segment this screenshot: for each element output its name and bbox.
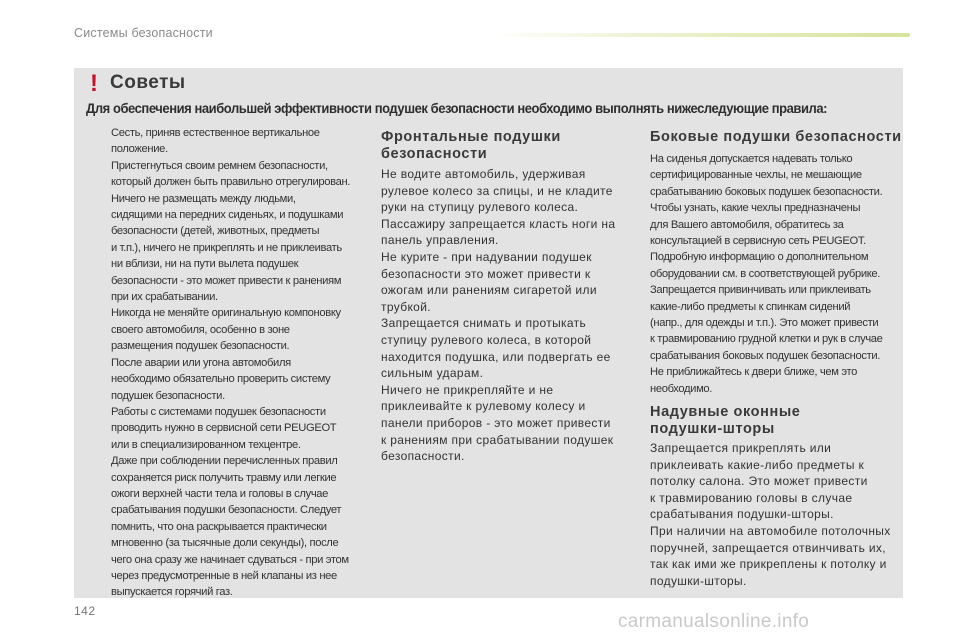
text-line: трубкой. <box>381 299 431 314</box>
text-line: размещения подушек безопасности. <box>111 340 290 353</box>
text-line: помнить, что она раскрывается практически <box>111 520 327 533</box>
text-line: к ранениям при срабатывании подушек <box>381 432 614 447</box>
text-line: потолку салона. Это может привести <box>650 474 868 489</box>
panel-title: Советы <box>110 72 186 93</box>
side-airbags-heading: Боковые подушки безопасности <box>650 129 902 145</box>
text-line: подушки-шторы. <box>650 573 747 588</box>
text-line: приклеивайте к рулевому колесу и <box>381 399 586 414</box>
text-line: консультацией в сервисную сеть PEUGEOT. <box>650 235 866 248</box>
heading-line: Надувные оконные <box>650 404 801 420</box>
text-line: безопасности (детей, животных, предметы <box>111 225 320 238</box>
curtain-airbags-heading <box>650 404 900 437</box>
text-line: проводить нужно в сервисной сети PEUGEOT <box>111 422 337 435</box>
text-line: подушек безопасности. <box>111 389 225 402</box>
text-line: Пристегнуться своим ремнем безопасности, <box>111 159 328 172</box>
panel-subtitle: Для обеспечения наибольшей эффективности подушек безопасности необходимо выполнять нижеследующие правила: <box>86 101 828 116</box>
header-rule <box>490 33 910 37</box>
watermark-logo: carmanualsonline.info <box>618 611 810 632</box>
text-line: После аварии или угона автомобиля <box>111 356 291 369</box>
text-line: Не водите автомобиль, удерживая <box>381 167 586 181</box>
text-line: так как ими же прикреплены к потолку и <box>650 557 887 572</box>
text-line: находится подушка, или подвергать ее <box>381 349 611 364</box>
text-line: руки на ступицу рулевого колеса. <box>381 200 579 215</box>
text-line: Пассажиру запрещается класть ноги на <box>381 216 616 231</box>
text-line: к травмированию головы в случае <box>650 490 853 505</box>
text-line: безопасности - это может привести к ранениям <box>111 274 342 287</box>
text-line: Не приближайтесь к двери ближе, чем это <box>650 366 857 379</box>
text-line: сидящими на передних сиденьях, и подушками <box>111 209 344 222</box>
text-line: рулевое колесо за спицы, и не кладите <box>381 183 613 198</box>
text-line: Ничего не прикрепляйте и не <box>381 382 554 397</box>
text-line: через предусмотренные в ней клапаны из нее <box>111 569 337 582</box>
text-line: сохраняется риск получить травму или легкие <box>111 471 337 484</box>
text-line: срабатывания подушки-шторы. <box>650 507 834 522</box>
text-line: приклеивать какие-либо предметы к <box>650 457 865 472</box>
text-line: Работы с системами подушек безопасности <box>111 405 326 418</box>
text-line: срабатывания боковых подушек безопасности. <box>650 349 881 362</box>
frontal-airbags-heading <box>381 129 631 162</box>
text-line: Даже при соблюдении перечисленных правил <box>111 455 338 468</box>
section-header: Системы безопасности <box>74 26 213 40</box>
text-line: На сиденья допускается надевать только <box>650 153 853 165</box>
curtain-airbags-text <box>650 440 900 589</box>
heading-line: подушки-шторы <box>650 420 775 437</box>
text-line: срабатывания подушки безопасности. Следует <box>111 504 342 517</box>
text-line: При наличии на автомобиле потолочных <box>650 523 891 538</box>
text-line: безопасности. <box>381 449 465 464</box>
text-line: ни вблизи, ни на пути вылета подушек <box>111 258 299 271</box>
text-line: поручней, запрещается отвинчивать их, <box>650 540 886 555</box>
text-line: своего автомобиля, особенно в зоне <box>111 323 290 336</box>
text-line: ступицу рулевого колеса, в которой <box>381 332 592 347</box>
text-line: мгновенно (за тысячные доли секунды), после <box>111 537 339 550</box>
frontal-airbags-text <box>381 166 631 465</box>
text-line: Ничего не размещать между людьми, <box>111 192 296 205</box>
text-line: который должен быть правильно отрегулирован. <box>111 176 351 189</box>
text-line: сильным ударам. <box>381 366 484 381</box>
text-line: безопасности это может привести к <box>381 266 591 281</box>
text-line: и т.п.), ничего не прикреплять и не приклеивать <box>111 241 342 254</box>
general-rules-text <box>111 125 361 601</box>
text-line: оборудовании см. в соответствующей рубрике. <box>650 267 881 280</box>
text-line: положение. <box>111 143 168 156</box>
text-line: Запрещается снимать и протыкать <box>381 316 587 331</box>
text-line: ожоги верхней части тела и головы в случае <box>111 487 329 500</box>
text-line: выпускается горячий газ. <box>111 586 233 599</box>
text-line: (напр., для одежды и т.п.). Это может привести <box>650 317 879 330</box>
page-number: 142 <box>74 604 96 618</box>
text-line: панель управления. <box>381 233 499 248</box>
text-line: Запрещается привинчивать или приклеивать <box>650 284 871 297</box>
text-line: Чтобы узнать, какие чехлы предназначены <box>650 202 861 215</box>
text-line: необходимо обязательно проверить систему <box>111 373 331 386</box>
text-line: сертифицированные чехлы, не мешающие <box>650 169 862 182</box>
text-line: для Вашего автомобиля, обратитесь за <box>650 218 844 231</box>
text-line: какие-либо предметы к спинкам сидений <box>650 300 851 313</box>
text-line: Запрещается прикреплять или <box>650 441 832 455</box>
side-airbags-text <box>650 151 900 397</box>
heading-line: безопасности <box>381 145 488 162</box>
text-line: Не курите - при надувании подушек <box>381 249 592 264</box>
text-line: или в специализированном техцентре. <box>111 438 301 451</box>
heading-line: Фронтальные подушки <box>381 129 561 145</box>
text-line: при их срабатывании. <box>111 291 218 304</box>
text-line: к травмированию грудной клетки и рук в случае <box>650 333 883 346</box>
text-line: ожогам или ранениям сигаретой или <box>381 283 597 298</box>
warning-icon: ! <box>90 70 98 97</box>
text-line: Сесть, приняв естественное вертикальное <box>111 127 320 139</box>
text-line: Никогда не меняйте оригинальную компоновку <box>111 307 341 320</box>
text-line: чего она сразу же начинает сдуваться - при этом <box>111 553 349 566</box>
text-line: срабатыванию боковых подушек безопасности. <box>650 185 883 198</box>
text-line: необходимо. <box>650 382 713 395</box>
text-line: Подробную информацию о дополнительном <box>650 251 869 264</box>
text-line: панели приборов - это может привести <box>381 415 611 430</box>
